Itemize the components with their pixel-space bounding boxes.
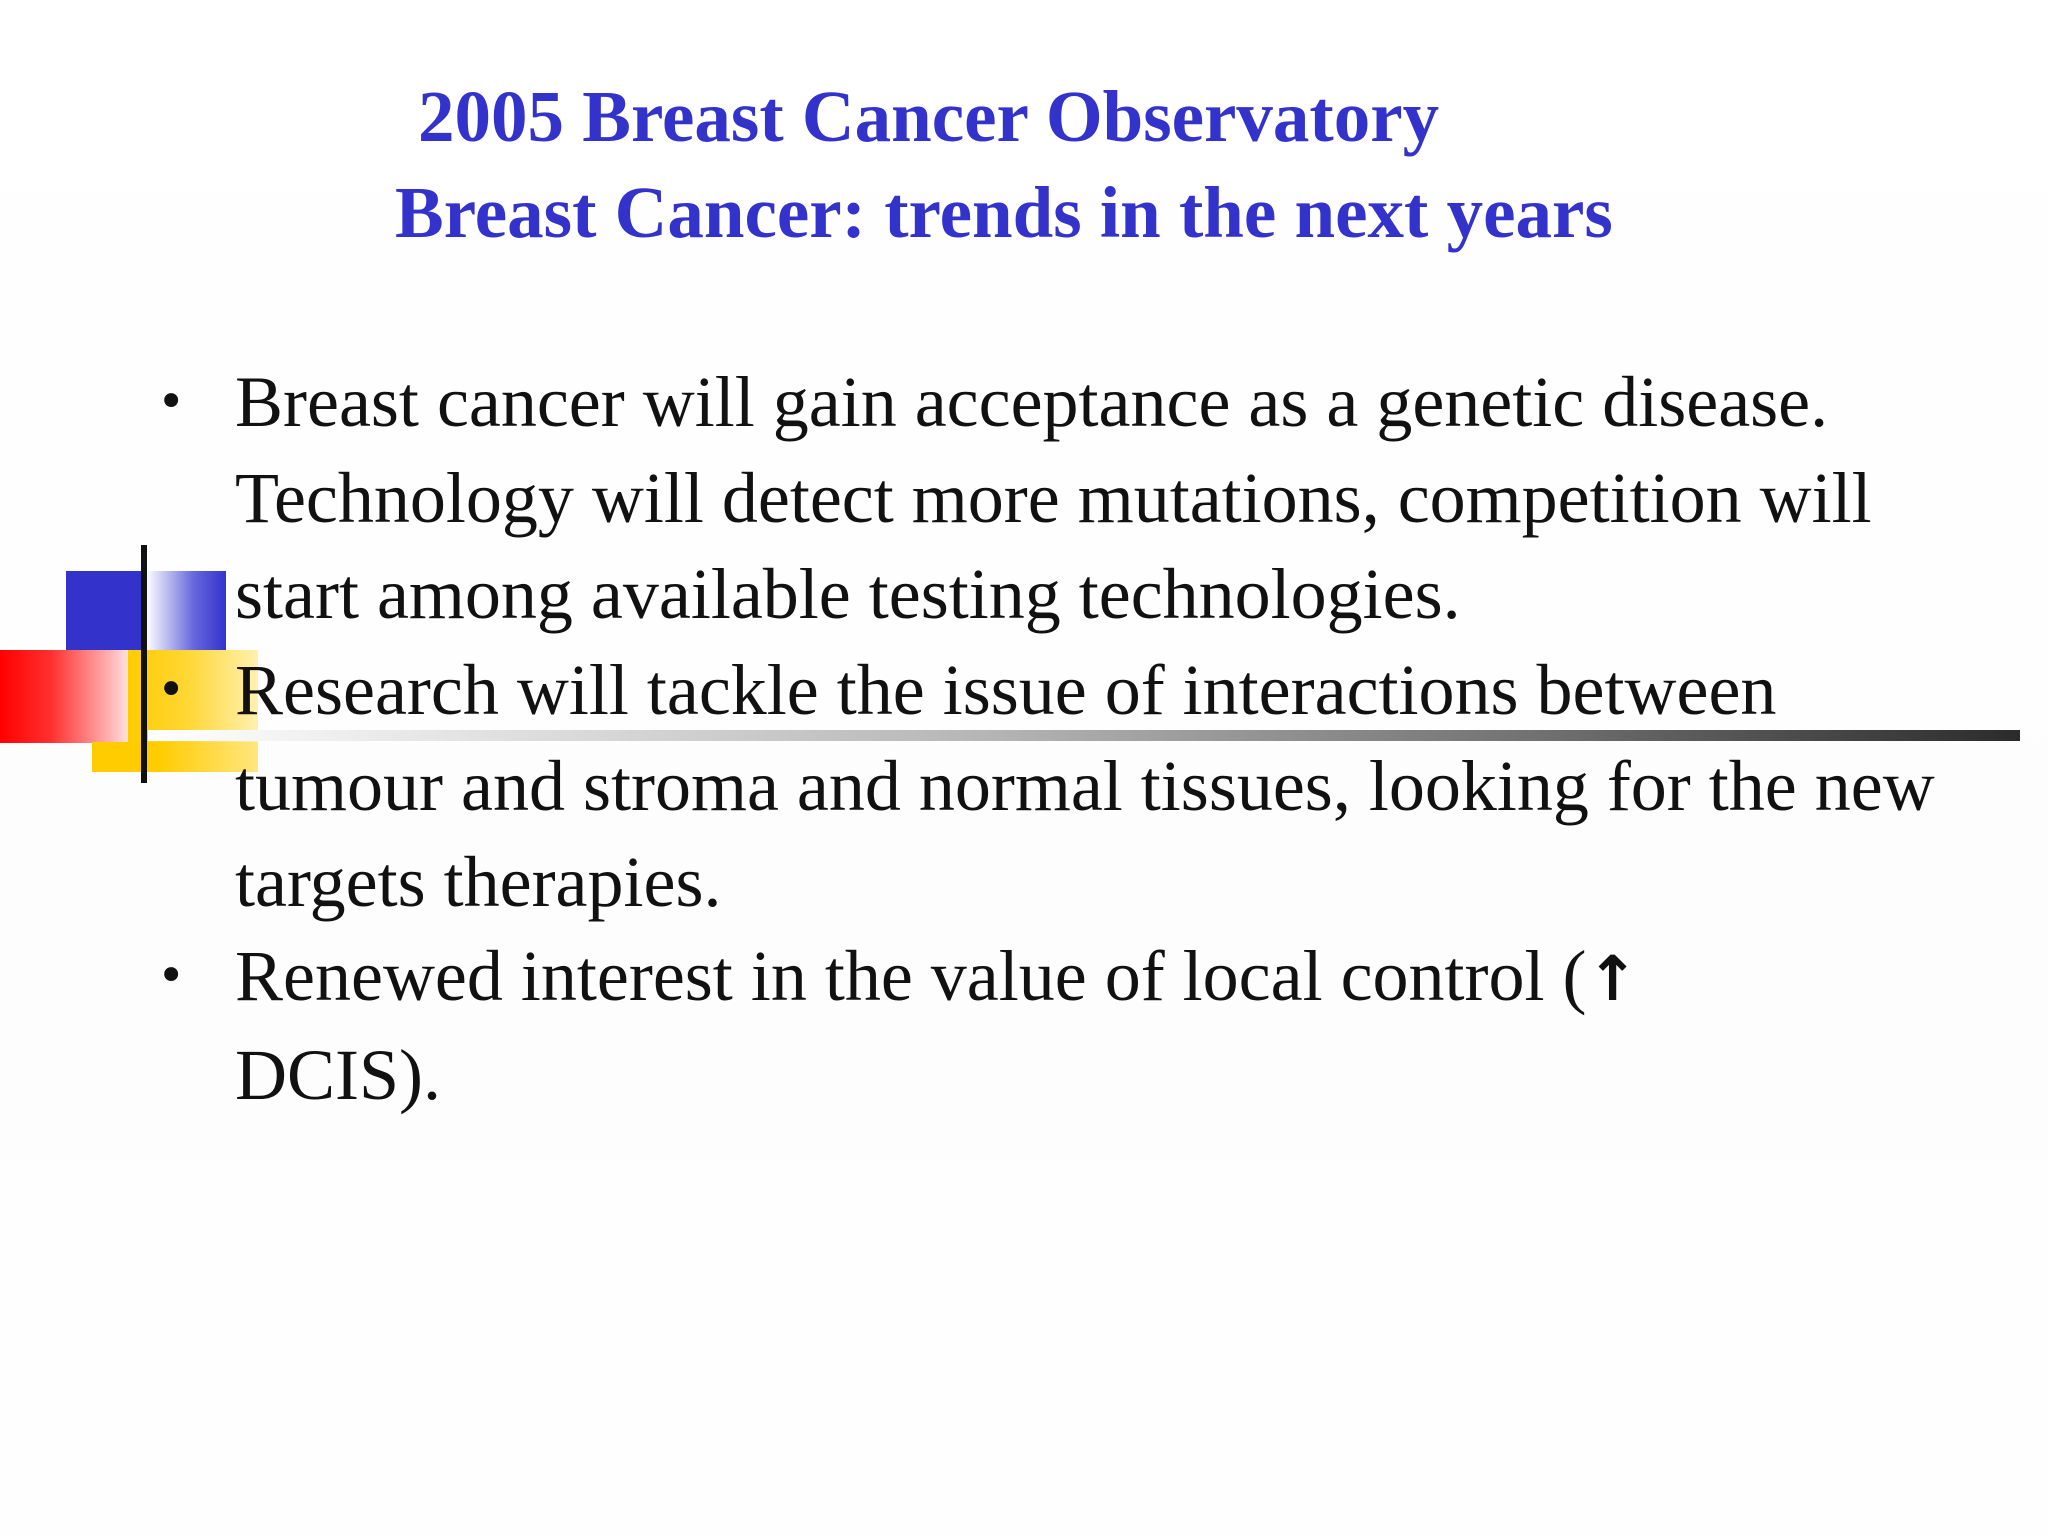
slide-subtitle: Breast Cancer: trends in the next years bbox=[395, 172, 1613, 253]
bullet-text: Research will tackle the issue of interactions between tumour and stroma and normal tissues, looking for the new targets therapies. bbox=[235, 650, 1935, 922]
bullet-text: Breast cancer will gain acceptance as a genetic disease. Technology will detect more mutations, competition will start among available testing technologies. bbox=[235, 362, 1872, 634]
blue-square-decoration bbox=[66, 571, 146, 651]
red-gradient-decoration bbox=[0, 650, 128, 743]
blue-gradient-decoration bbox=[146, 571, 226, 651]
bullet-icon: • bbox=[157, 662, 186, 718]
up-arrow-icon: ↑ bbox=[1586, 942, 1639, 1015]
bullet-item bbox=[157, 928, 1935, 1123]
yellow-strip-decoration bbox=[92, 742, 258, 772]
bullet-icon: • bbox=[157, 948, 186, 1004]
bullet-text-part: DCIS). bbox=[235, 1035, 442, 1115]
bullet-icon: • bbox=[157, 374, 186, 430]
bullet-text-part: Renewed interest in the value of local control ( bbox=[235, 936, 1587, 1016]
slide-title: 2005 Breast Cancer Observatory bbox=[418, 76, 1440, 157]
vertical-rule-decoration bbox=[141, 545, 147, 783]
bullet-text bbox=[235, 928, 1935, 1123]
bullet-item bbox=[157, 642, 1935, 930]
bullet-item bbox=[157, 354, 1935, 642]
